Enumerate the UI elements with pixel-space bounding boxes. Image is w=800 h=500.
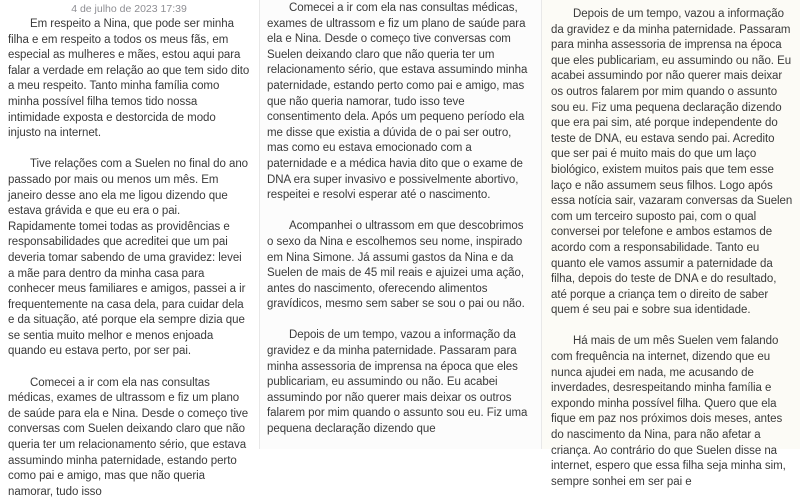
paragraph: Depois de um tempo, vazou a informação da gravidez e da minha paternidade. Passaram para minha assessoria de imprensa na época que eles publicariam, eu assumindo ou não. Eu acabei assumindo por não querer mais deixar os outros falarem por mim quando o assunto sou eu. Fiz uma pequena declaração dizendo que era pai sim, até porque independente do teste de DNA, eu estava sendo pai. Acredito que ser pai é muito mais do que um laço biológico, existem muitos pais que tem esse laço e não assumem seus filhos. Logo após essa notícia sair, vazaram conversas da Suelen com um terceiro suposto pai, com o qual conversei por telefone e ambos estamos de acordo com a responsabilidade. Tanto eu quanto ele vamos assumir a paternidade da filha, depois do teste de DNA e do resultado, até porque a criança tem o direito de saber quem é seu pai e sobre sua identidade. xyxy=(551,8,793,317)
column-divider xyxy=(259,0,260,449)
paragraph: Em respeito a Nina, que pode ser minha filha e em respeito a todos os meus fãs, em especial as mulheres e mães, estou aqui para falar a verdade em relação ao que tem sido dito a meu respeito. Tanto minha família como minha possível filha temos tido nossa intimidade exposta e destorcida de modo injusto na internet. xyxy=(8,18,250,140)
paragraph-gap xyxy=(267,313,532,329)
paragraph: Depois de um tempo, vazou a informação da gravidez e da minha paternidade. Passaram para minha assessoria de imprensa na época que eles publicariam, eu assumindo ou não. Eu acabei assumindo por não querer mais deixar os outros falarem por mim quando o assunto sou eu. Fiz uma pequena declaração dizendo que xyxy=(267,329,528,436)
paragraph: Comecei a ir com ela nas consultas médicas, exames de ultrassom e fiz um plano de saúde para ela e Nina. Desde o começo tive conversas com Suelen deixando claro que não queria ter um relacionamento sério, que estava assumindo minha paternidade, estando perto como pai e amigo, mas que não queria namorar, tudo isso xyxy=(8,376,249,498)
note-column-1 xyxy=(0,0,259,498)
paragraph: Acompanhei o ultrassom em que descobrimos o sexo da Nina e escolhemos seu nome, inspirado em Nina Simone. Já assumi gastos da Nina e da Suelen de mais de 45 mil reais e ajuizei uma ação, antes do nascimento, oferecendo alimentos gravídicos, mesmo sem saber se sou o pai ou não. xyxy=(267,220,525,311)
paragraph: Comecei a ir com ela nas consultas médicas, exames de ultrassom e fiz um plano de saúde para ela e Nina. Desde o começo tive conversas com Suelen deixando claro que não queria ter um relacionamento sério, que estava assumindo minha paternidade, estando perto como pai e amigo, mas que não queria namorar, tudo isso teve consentimento dela. Após um pequeno período ela me disse que existia a dúvida de o pai ser outro, mas como eu estava emocionado com a paternidade e a médica havia dito que o exame de DNA era super invasivo e possivelmente abortivo, respeitei e resolvi esperar até o nascimento. xyxy=(267,2,528,202)
paragraph: Há mais de um mês Suelen vem falando com frequência na internet, dizendo que eu nunca ajudei em nada, me acusando de inverdades, desrespeitando minha família e expondo minha possível filha. Quero que ela fique em paz nos próximos dois meses, antes do nascimento da Nina, para não afetar a criança. Ao contrário do que Suelen disse na internet, espero que essa filha seja minha sim, sempre sonhei em ser pai e xyxy=(551,335,786,488)
paragraph-gap xyxy=(8,360,250,376)
note-date: 4 de julho de 2023 17:39 xyxy=(71,3,187,15)
paragraph-gap xyxy=(8,142,250,158)
paragraph: Tive relações com a Suelen no final do ano passado por mais ou menos um mês. Em janeiro desse ano ela me ligou dizendo que estava grávida e que eu era o pai. Rapidamente tomei todas as providências e responsabilidades que acreditei que um pai deveria tomar sabendo de uma gravidez: levei a mãe para dentro da minha casa para conhecer meus familiares e amigos, passei a ir frequentemente na casa dela, para cuidar dela e da situação, até porque ela sempre dizia que se sentia muito melhor e menos enjoada quando eu estava perto, por ser pai. xyxy=(8,158,249,358)
note-column-3 xyxy=(541,0,800,488)
note-column-2 xyxy=(259,0,541,449)
paragraph-gap xyxy=(551,319,794,335)
paragraph-gap xyxy=(267,204,532,220)
column-divider xyxy=(541,0,542,449)
